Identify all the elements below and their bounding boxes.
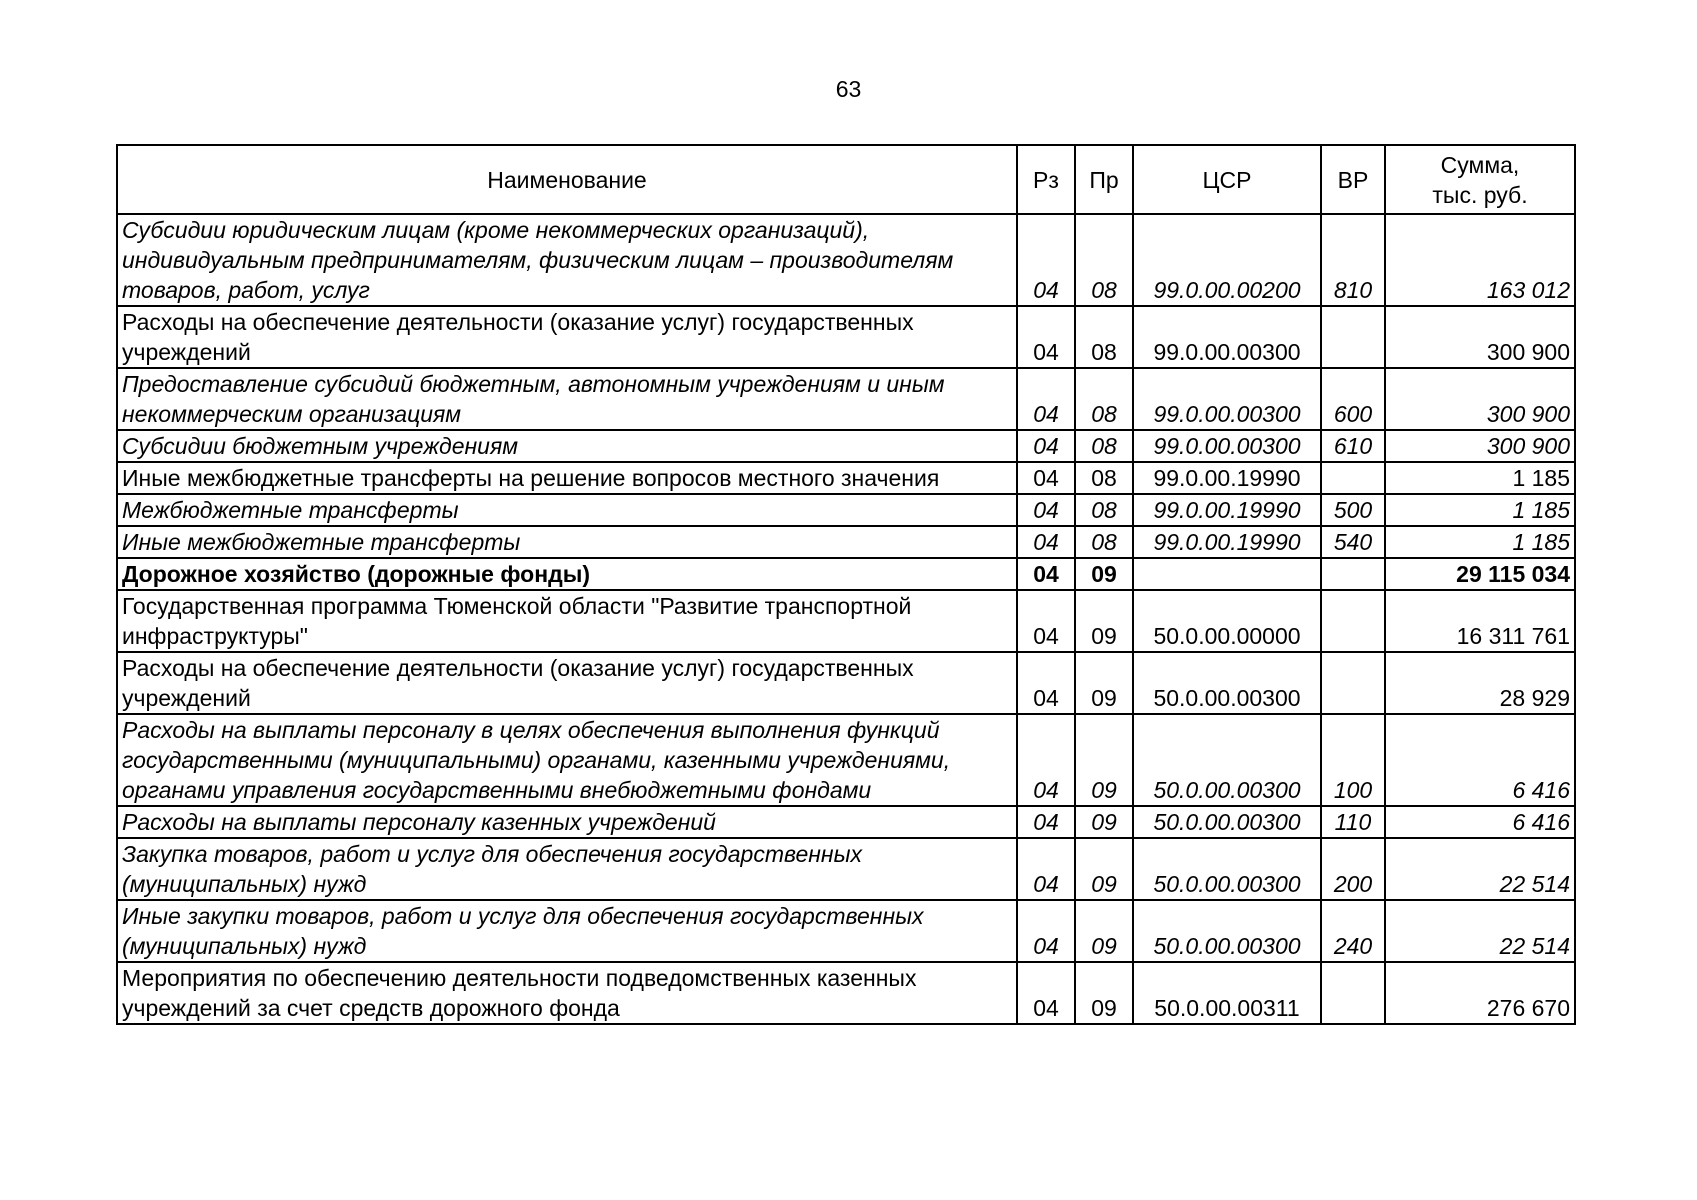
- cell-sum: 300 900: [1385, 368, 1575, 430]
- cell-pr: 09: [1075, 806, 1133, 838]
- cell-pr: 08: [1075, 462, 1133, 494]
- cell-name: Государственная программа Тюменской области "Развитие транспортной инфраструктуры": [117, 590, 1017, 652]
- cell-pr: 09: [1075, 962, 1133, 1024]
- cell-csr: 50.0.00.00300: [1133, 838, 1321, 900]
- cell-name: Иные закупки товаров, работ и услуг для обеспечения государственных (муниципальных) нужд: [117, 900, 1017, 962]
- cell-pr: 09: [1075, 714, 1133, 806]
- cell-name: Межбюджетные трансферты: [117, 494, 1017, 526]
- cell-pr: 09: [1075, 900, 1133, 962]
- header-sum: [1385, 145, 1575, 214]
- cell-rz: 04: [1017, 714, 1075, 806]
- cell-vr: [1321, 962, 1385, 1024]
- cell-sum: 28 929: [1385, 652, 1575, 714]
- header-pr: Пр: [1075, 145, 1133, 214]
- cell-rz: 04: [1017, 838, 1075, 900]
- table-row: [117, 962, 1575, 1024]
- cell-vr: [1321, 590, 1385, 652]
- cell-vr: 810: [1321, 214, 1385, 306]
- table-row: [117, 838, 1575, 900]
- cell-rz: 04: [1017, 368, 1075, 430]
- cell-rz: 04: [1017, 462, 1075, 494]
- cell-csr: 50.0.00.00000: [1133, 590, 1321, 652]
- cell-vr: 240: [1321, 900, 1385, 962]
- cell-pr: 08: [1075, 430, 1133, 462]
- cell-pr: 08: [1075, 368, 1133, 430]
- table-row: [117, 652, 1575, 714]
- cell-pr: 09: [1075, 838, 1133, 900]
- cell-csr: 99.0.00.19990: [1133, 462, 1321, 494]
- table-row: [117, 900, 1575, 962]
- header-sum-line1: Сумма,: [1440, 151, 1520, 178]
- cell-pr: 08: [1075, 494, 1133, 526]
- cell-csr: 99.0.00.00300: [1133, 368, 1321, 430]
- cell-csr: 99.0.00.00200: [1133, 214, 1321, 306]
- cell-name: Иные межбюджетные трансферты на решение вопросов местного значения: [117, 462, 1017, 494]
- cell-csr: 50.0.00.00311: [1133, 962, 1321, 1024]
- cell-csr: 50.0.00.00300: [1133, 714, 1321, 806]
- cell-sum: 163 012: [1385, 214, 1575, 306]
- cell-vr: 500: [1321, 494, 1385, 526]
- cell-name: Расходы на обеспечение деятельности (оказание услуг) государственных учреждений: [117, 306, 1017, 368]
- cell-rz: 04: [1017, 900, 1075, 962]
- cell-vr: 100: [1321, 714, 1385, 806]
- table-row: [117, 214, 1575, 306]
- table-row: [117, 494, 1575, 526]
- cell-vr: 110: [1321, 806, 1385, 838]
- table-row: [117, 806, 1575, 838]
- cell-pr: 09: [1075, 558, 1133, 590]
- table-row: [117, 714, 1575, 806]
- cell-name: Дорожное хозяйство (дорожные фонды): [117, 558, 1017, 590]
- cell-csr: 50.0.00.00300: [1133, 806, 1321, 838]
- cell-sum: 22 514: [1385, 900, 1575, 962]
- cell-name: Расходы на выплаты персоналу в целях обеспечения выполнения функций государственными (муниципальными) органами, казенными учреждениями, органами управления государственными внебюджетными фондами: [117, 714, 1017, 806]
- cell-pr: 08: [1075, 214, 1133, 306]
- cell-vr: [1321, 462, 1385, 494]
- cell-csr: 99.0.00.00300: [1133, 306, 1321, 368]
- table-row: [117, 430, 1575, 462]
- cell-pr: 08: [1075, 306, 1133, 368]
- header-vr: ВР: [1321, 145, 1385, 214]
- cell-vr: 540: [1321, 526, 1385, 558]
- cell-name: Расходы на обеспечение деятельности (оказание услуг) государственных учреждений: [117, 652, 1017, 714]
- cell-rz: 04: [1017, 806, 1075, 838]
- cell-csr: [1133, 558, 1321, 590]
- cell-rz: 04: [1017, 558, 1075, 590]
- header-rz: Рз: [1017, 145, 1075, 214]
- table-row: [117, 558, 1575, 590]
- cell-rz: 04: [1017, 494, 1075, 526]
- cell-pr: 08: [1075, 526, 1133, 558]
- cell-csr: 99.0.00.19990: [1133, 526, 1321, 558]
- cell-rz: 04: [1017, 430, 1075, 462]
- cell-name: Закупка товаров, работ и услуг для обеспечения государственных (муниципальных) нужд: [117, 838, 1017, 900]
- table-row: [117, 462, 1575, 494]
- cell-sum: 1 185: [1385, 526, 1575, 558]
- cell-sum: 276 670: [1385, 962, 1575, 1024]
- cell-sum: 6 416: [1385, 806, 1575, 838]
- cell-sum: 300 900: [1385, 430, 1575, 462]
- cell-name: Мероприятия по обеспечению деятельности подведомственных казенных учреждений за счет средств дорожного фонда: [117, 962, 1017, 1024]
- cell-sum: 6 416: [1385, 714, 1575, 806]
- table-header-row: [117, 145, 1575, 214]
- cell-rz: 04: [1017, 962, 1075, 1024]
- cell-vr: [1321, 558, 1385, 590]
- cell-rz: 04: [1017, 652, 1075, 714]
- cell-name: Предоставление субсидий бюджетным, автономным учреждениям и иным некоммерческим организациям: [117, 368, 1017, 430]
- cell-sum: 22 514: [1385, 838, 1575, 900]
- cell-rz: 04: [1017, 306, 1075, 368]
- cell-sum: 1 185: [1385, 494, 1575, 526]
- cell-csr: 50.0.00.00300: [1133, 900, 1321, 962]
- cell-sum: 300 900: [1385, 306, 1575, 368]
- cell-vr: [1321, 306, 1385, 368]
- cell-pr: 09: [1075, 590, 1133, 652]
- header-name: Наименование: [117, 145, 1017, 214]
- cell-name: Расходы на выплаты персоналу казенных учреждений: [117, 806, 1017, 838]
- header-csr: ЦСР: [1133, 145, 1321, 214]
- cell-rz: 04: [1017, 590, 1075, 652]
- cell-sum: 16 311 761: [1385, 590, 1575, 652]
- cell-rz: 04: [1017, 526, 1075, 558]
- table-row: [117, 368, 1575, 430]
- cell-vr: 610: [1321, 430, 1385, 462]
- cell-vr: [1321, 652, 1385, 714]
- page-number: 63: [835, 76, 862, 102]
- header-sum-line2: тыс. руб.: [1432, 181, 1528, 208]
- table-row: [117, 306, 1575, 368]
- cell-csr: 99.0.00.00300: [1133, 430, 1321, 462]
- table-row: [117, 590, 1575, 652]
- cell-sum: 29 115 034: [1385, 558, 1575, 590]
- cell-csr: 50.0.00.00300: [1133, 652, 1321, 714]
- cell-vr: 600: [1321, 368, 1385, 430]
- budget-table: [116, 144, 1576, 1025]
- cell-name: Субсидии юридическим лицам (кроме некоммерческих организаций), индивидуальным предпринимателям, физическим лицам – производителям товаров, работ, услуг: [117, 214, 1017, 306]
- cell-name: Иные межбюджетные трансферты: [117, 526, 1017, 558]
- cell-sum: 1 185: [1385, 462, 1575, 494]
- table-body: [117, 214, 1575, 1024]
- cell-csr: 99.0.00.19990: [1133, 494, 1321, 526]
- cell-pr: 09: [1075, 652, 1133, 714]
- cell-rz: 04: [1017, 214, 1075, 306]
- cell-vr: 200: [1321, 838, 1385, 900]
- cell-name: Субсидии бюджетным учреждениям: [117, 430, 1017, 462]
- table-row: [117, 526, 1575, 558]
